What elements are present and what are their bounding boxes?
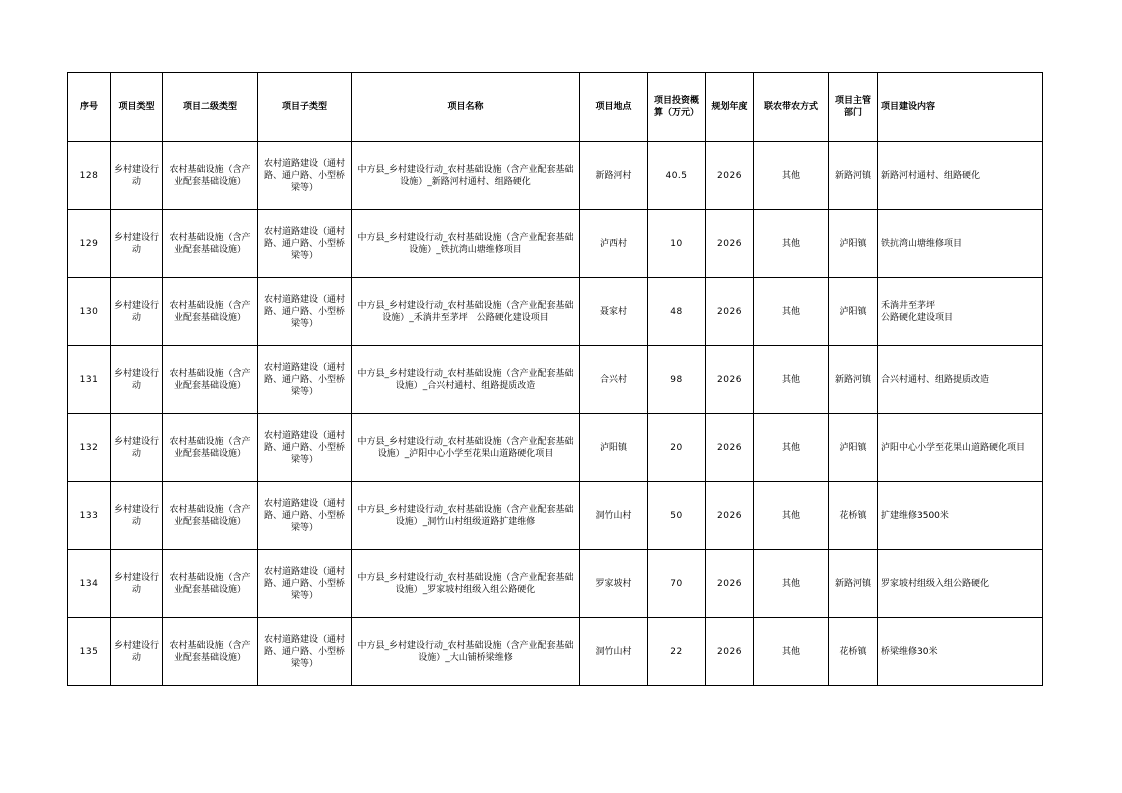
- cell-name: 中方县_乡村建设行动_农村基础设施（含产业配套基础设施）_大山铺桥梁维修: [352, 618, 580, 686]
- cell-year: 2026: [706, 278, 754, 346]
- cell-content: 罗家坡村组级入组公路硬化: [878, 550, 1043, 618]
- cell-location: 泸西村: [580, 210, 648, 278]
- cell-linkage: 其他: [754, 278, 829, 346]
- cell-name: 中方县_乡村建设行动_农村基础设施（含产业配套基础设施）_罗家坡村组级入组公路硬化: [352, 550, 580, 618]
- header-name: 项目名称: [352, 73, 580, 142]
- cell-secondary-type: 农村基础设施（含产业配套基础设施）: [163, 550, 258, 618]
- header-investment: 项目投资概算（万元）: [648, 73, 706, 142]
- header-year: 规划年度: [706, 73, 754, 142]
- cell-linkage: 其他: [754, 550, 829, 618]
- cell-location: 聂家村: [580, 278, 648, 346]
- cell-department: 泸阳镇: [829, 278, 878, 346]
- table-row: [68, 210, 1043, 278]
- cell-type: 乡村建设行动: [111, 210, 163, 278]
- table-row: [68, 142, 1043, 210]
- table-row: [68, 278, 1043, 346]
- cell-seq: 133: [68, 482, 111, 550]
- cell-type: 乡村建设行动: [111, 142, 163, 210]
- cell-type: 乡村建设行动: [111, 482, 163, 550]
- cell-location: 洞竹山村: [580, 482, 648, 550]
- cell-year: 2026: [706, 482, 754, 550]
- cell-content: 桥梁维修30米: [878, 618, 1043, 686]
- cell-name: 中方县_乡村建设行动_农村基础设施（含产业配套基础设施）_禾淌井至茅坪 公路硬化建设项目: [352, 278, 580, 346]
- header-subtype: 项目子类型: [258, 73, 352, 142]
- cell-seq: 131: [68, 346, 111, 414]
- cell-location: 罗家坡村: [580, 550, 648, 618]
- cell-content: 泸阳中心小学至花果山道路硬化项目: [878, 414, 1043, 482]
- cell-location: 合兴村: [580, 346, 648, 414]
- cell-year: 2026: [706, 142, 754, 210]
- cell-seq: 135: [68, 618, 111, 686]
- cell-year: 2026: [706, 550, 754, 618]
- cell-location: 洞竹山村: [580, 618, 648, 686]
- cell-linkage: 其他: [754, 618, 829, 686]
- cell-department: 新路河镇: [829, 550, 878, 618]
- cell-secondary-type: 农村基础设施（含产业配套基础设施）: [163, 414, 258, 482]
- table-body: [68, 142, 1043, 686]
- cell-subtype: 农村道路建设（通村路、通户路、小型桥梁等）: [258, 210, 352, 278]
- cell-department: 新路河镇: [829, 142, 878, 210]
- cell-investment: 70: [648, 550, 706, 618]
- cell-investment: 22: [648, 618, 706, 686]
- header-content: 项目建设内容: [878, 73, 1043, 142]
- cell-subtype: 农村道路建设（通村路、通户路、小型桥梁等）: [258, 550, 352, 618]
- header-linkage: 联农带农方式: [754, 73, 829, 142]
- cell-name: 中方县_乡村建设行动_农村基础设施（含产业配套基础设施）_新路河村通村、组路硬化: [352, 142, 580, 210]
- cell-subtype: 农村道路建设（通村路、通户路、小型桥梁等）: [258, 278, 352, 346]
- cell-content: 扩建维修3500米: [878, 482, 1043, 550]
- header-seq: 序号: [68, 73, 111, 142]
- cell-name: 中方县_乡村建设行动_农村基础设施（含产业配套基础设施）_合兴村通村、组路提质改造: [352, 346, 580, 414]
- header-type: 项目类型: [111, 73, 163, 142]
- cell-location: 泸阳镇: [580, 414, 648, 482]
- cell-linkage: 其他: [754, 346, 829, 414]
- cell-department: 花桥镇: [829, 618, 878, 686]
- table-row: [68, 550, 1043, 618]
- cell-type: 乡村建设行动: [111, 618, 163, 686]
- cell-secondary-type: 农村基础设施（含产业配套基础设施）: [163, 278, 258, 346]
- cell-investment: 50: [648, 482, 706, 550]
- cell-year: 2026: [706, 210, 754, 278]
- cell-linkage: 其他: [754, 482, 829, 550]
- cell-content: 铁抗湾山塘维修项目: [878, 210, 1043, 278]
- cell-type: 乡村建设行动: [111, 550, 163, 618]
- cell-subtype: 农村道路建设（通村路、通户路、小型桥梁等）: [258, 482, 352, 550]
- cell-subtype: 农村道路建设（通村路、通户路、小型桥梁等）: [258, 414, 352, 482]
- cell-type: 乡村建设行动: [111, 346, 163, 414]
- cell-type: 乡村建设行动: [111, 414, 163, 482]
- cell-content: 新路河村通村、组路硬化: [878, 142, 1043, 210]
- cell-seq: 134: [68, 550, 111, 618]
- cell-year: 2026: [706, 346, 754, 414]
- cell-content: 合兴村通村、组路提质改造: [878, 346, 1043, 414]
- table-row: [68, 414, 1043, 482]
- cell-year: 2026: [706, 618, 754, 686]
- cell-secondary-type: 农村基础设施（含产业配套基础设施）: [163, 346, 258, 414]
- cell-type: 乡村建设行动: [111, 278, 163, 346]
- cell-investment: 98: [648, 346, 706, 414]
- project-table: [67, 72, 1043, 686]
- header-row: [68, 73, 1043, 142]
- cell-name: 中方县_乡村建设行动_农村基础设施（含产业配套基础设施）_洞竹山村组级道路扩建维修: [352, 482, 580, 550]
- cell-secondary-type: 农村基础设施（含产业配套基础设施）: [163, 618, 258, 686]
- cell-linkage: 其他: [754, 414, 829, 482]
- cell-department: 新路河镇: [829, 346, 878, 414]
- cell-name: 中方县_乡村建设行动_农村基础设施（含产业配套基础设施）_铁抗湾山塘维修项目: [352, 210, 580, 278]
- cell-secondary-type: 农村基础设施（含产业配套基础设施）: [163, 142, 258, 210]
- cell-department: 泸阳镇: [829, 210, 878, 278]
- header-department: 项目主管部门: [829, 73, 878, 142]
- cell-content: 禾淌井至茅坪 公路硬化建设项目: [878, 278, 1043, 346]
- cell-secondary-type: 农村基础设施（含产业配套基础设施）: [163, 210, 258, 278]
- cell-year: 2026: [706, 414, 754, 482]
- cell-seq: 129: [68, 210, 111, 278]
- cell-linkage: 其他: [754, 142, 829, 210]
- cell-secondary-type: 农村基础设施（含产业配套基础设施）: [163, 482, 258, 550]
- table-row: [68, 618, 1043, 686]
- header-secondary-type: 项目二级类型: [163, 73, 258, 142]
- cell-investment: 10: [648, 210, 706, 278]
- cell-seq: 132: [68, 414, 111, 482]
- cell-investment: 40.5: [648, 142, 706, 210]
- table-row: [68, 482, 1043, 550]
- cell-investment: 48: [648, 278, 706, 346]
- cell-seq: 130: [68, 278, 111, 346]
- cell-linkage: 其他: [754, 210, 829, 278]
- cell-subtype: 农村道路建设（通村路、通户路、小型桥梁等）: [258, 142, 352, 210]
- cell-subtype: 农村道路建设（通村路、通户路、小型桥梁等）: [258, 346, 352, 414]
- cell-subtype: 农村道路建设（通村路、通户路、小型桥梁等）: [258, 618, 352, 686]
- cell-name: 中方县_乡村建设行动_农村基础设施（含产业配套基础设施）_泸阳中心小学至花果山道路硬化项目: [352, 414, 580, 482]
- cell-seq: 128: [68, 142, 111, 210]
- cell-location: 新路河村: [580, 142, 648, 210]
- cell-department: 泸阳镇: [829, 414, 878, 482]
- header-location: 项目地点: [580, 73, 648, 142]
- cell-department: 花桥镇: [829, 482, 878, 550]
- cell-investment: 20: [648, 414, 706, 482]
- table-row: [68, 346, 1043, 414]
